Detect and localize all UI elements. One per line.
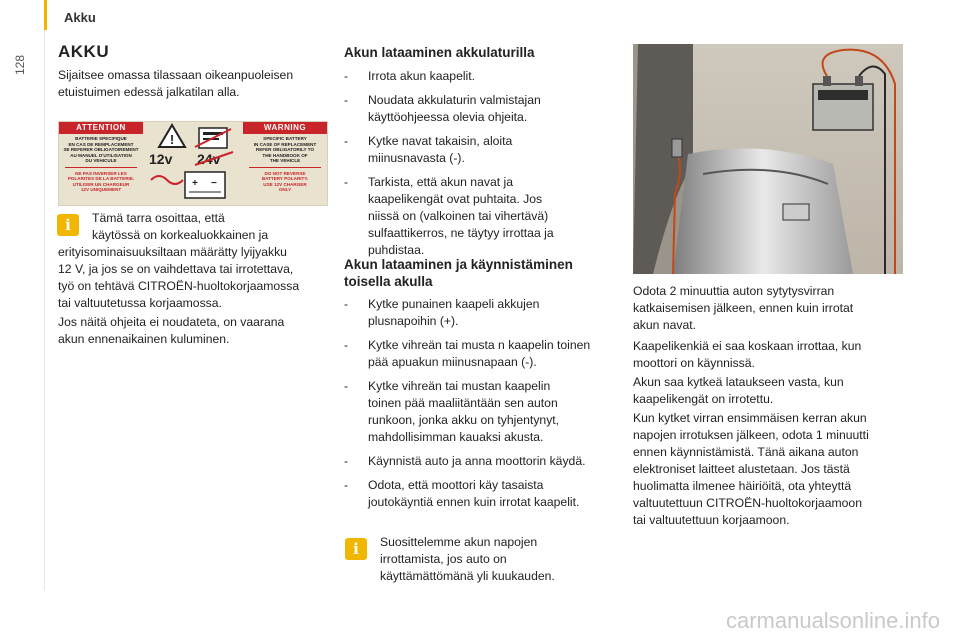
list-item: - Irrota akun kaapelit. [344,68,619,85]
tip-text: Suosittelemme akun napojen irrottamista, jos auto on käyttämättömänä yli kuukauden. [380,535,555,583]
section-title: Akku [64,10,96,25]
list-item: - Kytke punainen kaapeli akkujen plusnapoihin (+). [344,296,629,330]
right-paragraph-1: Odota 2 minuuttia auton sytytysvirran katkaisemisen jälkeen, ennen kuin irrotat akun navat. [633,284,854,332]
margin-rule [44,30,45,590]
list-item: - Kytke navat takaisin, aloita miinusnavasta (-). [344,133,619,167]
battery-location-illustration [633,44,903,274]
jumpstart-steps-list [344,296,629,518]
svg-text:24v: 24v [197,151,221,167]
warning-text: Jos näitä ohjeita ei noudateta, on vaarana akun ennenaikainen kuluminen. [58,315,285,346]
list-item: - Käynnistä auto ja anna moottorin käydä. [344,453,629,470]
svg-text:−: − [211,178,217,189]
list-item: - Odota, että moottori käy tasaista joutokäyntiä ennen kuin irrotat kaapelit. [344,477,629,511]
charger-steps-list [344,68,619,266]
right-paragraph-3: Akun saa kytkeä lataukseen vasta, kun kaapelikengät on irrotettu. [633,375,844,406]
list-item: - Kytke vihreän tai mustan kaapelin toinen pää maaliitäntään sen auton runkoon, jonka akku on tyhjentynyt, mahdollisimman kauaksi akusta. [344,378,629,446]
seat-battery-illustration-icon [633,44,903,274]
list-item: - Kytke vihreän tai musta n kaapelin toinen pää apuakun miinusnapaan (-). [344,337,629,371]
svg-text:!: ! [169,132,175,147]
sticker-pictograms [145,122,241,205]
battery-warning-sticker [58,121,328,206]
list-item: - Tarkista, että akun navat ja kaapelikengät ovat puhtaita. Jos niissä on (valkoinen tai vihertävä) sulfaattikerros, ne täytyy irrottaa ja puhdistaa. [344,174,619,259]
info-text-body: erityisominaisuuksiltaan määrätty lyijyakku 12 V, ja jos se on vaihdettava tai irrotettava, työ on tehtävä CITROËN-huoltokorjaamossa tai valtuutetussa korjaamossa. [58,245,300,310]
page-number: 128 [13,54,27,76]
sticker-french-column: ATTENTION BATTERIE SPECIFIQUE EN CAS DE REMPLACEMENT SE REFERER OBLIGATOIREMENT AU MANUEL D'UTILISATION DU VEHICULE NE PAS INVERSER LES POLARITES DE LA BATTERIE. UTILISER UN CHARGEUR 12V UNIQUEMENT [59,122,143,205]
intro-text: Sijaitsee omassa tilassaan oikeanpuoleisen etuistuimen edessä jalkatilan alla. [58,68,294,99]
info-text-indented: Tämä tarra osoittaa, että käytössä on korkealuokkainen ja [92,211,269,242]
right-paragraph-2: Kaapelikenkiä ei saa koskaan irrottaa, kun moottori on käynnissä. [633,339,862,370]
info-icon: i [57,214,79,236]
tip-info-icon: i [345,538,367,560]
watermark-link[interactable]: carmanualsonline.info [725,608,940,633]
svg-text:12v: 12v [149,151,173,167]
svg-text:+: + [192,178,198,189]
list-item: - Noudata akkulaturin valmistajan käyttöohjeessa olevia ohjeita. [344,92,619,126]
section-heading-jumpstart: Akun lataaminen ja käynnistäminen toisella akulla [344,257,573,289]
right-paragraph-4: Kun kytket virran ensimmäisen kerran akun napojen irrotuksen jälkeen, odota 1 minuutti ennen käynnistämistä. Tänä aikana auton elektroniset laitteet alustetaan. Jos tästä huolimatta ilmenee häiriöitä, ota yhteyttä valtuutettuun CITROËN-huoltokorjaamoon tai valtuutettuun korjaamoon. [633,411,869,527]
section-heading-charger: Akun lataaminen akkulaturilla [344,45,535,60]
sticker-symbols-icon [145,122,241,205]
sticker-english-column: WARNING SPECIFIC BATTERY IN CASE OF REPLACEMENT REFER OBLIGATORILY TO THE HANDBOOK OF THE VEHICLE DO NOT REVERSE BATTERY POLARITY. USE 12V CHARGER ONLY [243,122,327,205]
header-accent-bar [44,0,47,30]
page-title: AKKU [58,42,110,61]
